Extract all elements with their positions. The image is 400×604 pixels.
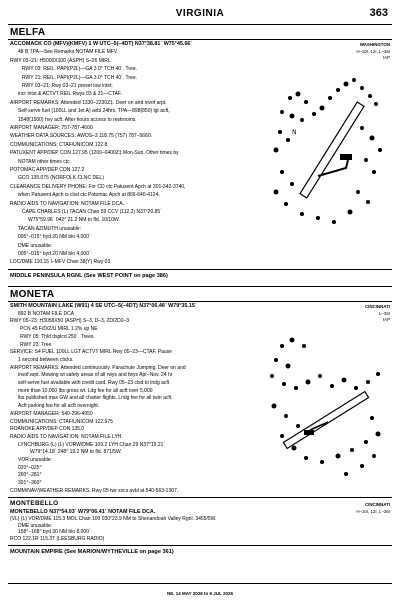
- moneta-line: more than 10,000 lbs gross wt. Ldg fee for all acft over 5,000: [18, 387, 153, 394]
- montebello-line: (VL) (L) VOR/DME 115.3 MOL Chan 100 030°23.9 NM to Shenandoah Valley Rgnl. 3455/5W.: [10, 515, 217, 522]
- melfa-line: CLEARANCE DELIVERY PHONE: For CD ctc Patuxent Apch at 301-342-3740,: [10, 183, 186, 190]
- melfa-line: NOTAM other times ctc: [18, 158, 70, 165]
- state-header: VIRGINIA: [175, 8, 225, 19]
- melfa-line: AIRPORT MANAGER: 757-787-4600: [10, 125, 93, 131]
- melfa-line: Self-serve fuel (100LL and Jet A) avbl 24hrs. TPA—898(850) lgt acft,: [18, 108, 170, 115]
- moneta-line: W79°14.18´ 248° 19.2 NM to fld. 871/5W.: [30, 449, 122, 456]
- moneta-side-line: IAP: [382, 317, 390, 322]
- city-montebello: MONTEBELLO: [10, 500, 59, 507]
- page-number: 363: [369, 7, 388, 19]
- melfa-line: COMMUNICATIONS: CTAF/UNICOM 122.8: [10, 141, 108, 148]
- moneta-line: 892 B NOTAM FILE DCA: [18, 310, 75, 317]
- montebello-side-line: H–10I, 12I, L–36I: [356, 508, 390, 514]
- moneta-line: ROANOKE APP/DEP CON 135.0: [10, 426, 85, 433]
- melfa-line: 005°–015° byd 20 NM blo 4,000´: [18, 251, 91, 257]
- svg-text:N: N: [292, 129, 297, 136]
- melfa-line: LOC/DME 110.15 I–MFV Chan 38(Y) Rwy 03.: [10, 259, 112, 266]
- moneta-line: RWY 05: Thld dsplcd 250´. Trees.: [20, 333, 95, 340]
- moneta-line: SMITH MOUNTAIN LAKE (W91) 4 SE UTC–5(–4DT) N37°06.46´ W79°35.15´: [10, 303, 197, 309]
- moneta-line: AIRPORT MANAGER: 540-296-4950: [10, 410, 93, 417]
- melfa-line: incr intst & ACTVT REIL Rwys 03 & 21—CTAF.: [18, 91, 122, 98]
- city-moneta: MONETA: [10, 289, 55, 300]
- montebello-line: 158°–168° byd 30 NM blo 8,000´: [18, 529, 91, 536]
- montebello-line: RCO 122.1R 115.3T (LEESBURG RADIO): [10, 536, 105, 543]
- melfa-side-line: IAP: [382, 55, 390, 60]
- moneta-side-line: CINCINNATI: [364, 304, 390, 309]
- moneta-line: PCN 45 F/D/Z/U MIRL 1.2% up NE: [20, 326, 98, 333]
- moneta-line: RADIO AIDS TO NAVIGATION: NOTAM FILE LYH.: [10, 433, 123, 440]
- moneta-line: invof arpt. Mowing wi safety areas of all rwys and twys Apr–Nov. 24 hr: [18, 372, 173, 379]
- moneta-line: RWY 05–23: H3058X50 (ASPH) S–3, D–3, 2D/2D2–3: [10, 318, 130, 325]
- footer-rule: [8, 583, 392, 584]
- moneta-line: AIRPORT REMARKS: Attended continuously. Parachute Jumping. Deer on and: [10, 364, 186, 371]
- moneta-line: Acft parking fee for all acft overnight.: [18, 403, 100, 410]
- montebello-line: DME unusable:: [18, 522, 53, 529]
- melfa-line: DME unusable:: [18, 242, 53, 249]
- moneta-line: lbs published max GW and all charter flights. Lndg fee for all twin acft.: [18, 395, 173, 402]
- moneta-line: 301°–360°: [18, 480, 42, 487]
- moneta-line: RWY 23: Tree.: [20, 341, 53, 348]
- moneta-line: 020°–025°: [18, 464, 42, 471]
- montebello-line: MONTEBELLO N37°54.03´ W79°06.41´ NOTAM FILE DCA.: [10, 509, 156, 515]
- header-rule: [8, 24, 392, 25]
- moneta-line: COMM/NAV/WEATHER REMARKS: Rwy 05 twr svcs avbl at 540-563-1307.: [10, 487, 179, 494]
- melfa-line: ACCOMACK CO (MFV)(KMFV) 1 W UTC–5(–4DT) N37°38.81´ W75°45.66´: [10, 41, 193, 47]
- moneta-line: SERVICE: S4 FUEL 100LL LGT ACTVT MIRL Rwy 05–23—CTAF. Pause: [10, 349, 172, 356]
- melfa-side-line: H–10I, 12I, L–36I: [356, 48, 390, 54]
- melfa-line: TACAN AZIMUTH unusable:: [18, 225, 81, 232]
- melfa-line: POTOMAC APP/DEP CON 127.2: [10, 167, 85, 173]
- melfa-line: RWY 03: REIL. PAPI(P2L)—GA 3.0° TCH 40´. Tree.: [22, 66, 138, 73]
- melfa-line: 1548(1500) hvy acft. After hours access to restrooms.: [18, 116, 137, 123]
- melfa-line: WEATHER DATA SOURCES: AWOS–3 118.75 (757) 787–5660.: [10, 133, 153, 140]
- middle-peninsula-rule: [8, 269, 392, 270]
- mountain-empire-rule: [8, 545, 392, 546]
- melfa-line: CAPE CHARLES (L) TACAN Chan 59 CCV (112.2) N37°20.85´: [22, 209, 162, 215]
- melfa-line: RWY 21: REIL. PAPI(P2L)—GA 3.0° TCH 40´. Tree.: [22, 74, 138, 81]
- moneta-rule: [8, 301, 392, 302]
- melfa-line: RWY 03–21: Rwy 03–21 preset low intst;: [22, 83, 113, 89]
- moneta-line: 260°–281°: [18, 472, 42, 479]
- moneta-airport-diagram: [262, 326, 392, 486]
- effective-dates-footer: NE, 14 MAY 2026 to 9 JUL 2026: [167, 591, 233, 596]
- montebello-rule: [8, 497, 392, 498]
- melfa-line: RWY 03–21: H5000X100 (ASPH) S–26 MIRL: [10, 57, 111, 64]
- melfa-rule: [8, 39, 392, 40]
- moneta-line: self-serve fuel available with credit card. Rwy 05–23 clsd to lndg acft: [18, 380, 170, 386]
- melfa-line: 005°–015° byd 20 NM blo 4,000´: [18, 234, 91, 241]
- middle-peninsula-crossref: MIDDLE PENINSULA RGNL (See WEST POINT on page 386): [10, 273, 168, 279]
- moneta-line: VOR unusable:: [18, 457, 52, 463]
- melfa-line: PATUXENT APP/DEP CON 127.95 (1200–0400Z‡ Mon-Sun. Other times by: [10, 150, 179, 157]
- moneta-top-rule: [8, 286, 392, 287]
- mountain-empire-crossref: MOUNTAIN EMPIRE (See MARION/WYTHEVILLE on page 361): [10, 549, 174, 555]
- moneta-line: COMMUNICATIONS: CTAF/UNICOM 122.975: [10, 418, 113, 425]
- melfa-line: AIRPORT REMARKS: Attended 1330–2230Z‡. Deer on and invof arpt.: [10, 99, 167, 106]
- city-melfa: MELFA: [10, 27, 46, 38]
- melfa-line: 48 B TPA—See Remarks NOTAM FILE MFV: [18, 49, 118, 56]
- melfa-airport-diagram: [262, 68, 392, 233]
- moneta-line: LYNCHBURG (L) (L) VORW/DME 109.2 LYH Chan 29 N37°15.21´: [18, 441, 166, 448]
- melfa-line: RADIO AIDS TO NAVIGATION: NOTAM FILE DCA.: [10, 200, 124, 207]
- moneta-side-line: L–36I: [379, 310, 390, 316]
- melfa-line: when Patuxent Apch is clsd ctc Potomac Apch at 866-640-4124.: [18, 192, 160, 199]
- montebello-side-line: CINCINNATI: [364, 502, 390, 507]
- melfa-line: GCO 135.075 (NORFOLK CLNC DEL): [18, 175, 104, 182]
- moneta-line: 1 second between clicks.: [18, 356, 74, 363]
- melfa-line: W75°59.96´ 042° 21.2 NM to fld. 10/10W.: [28, 217, 120, 224]
- melfa-side-line: WASHINGTON: [359, 42, 390, 47]
